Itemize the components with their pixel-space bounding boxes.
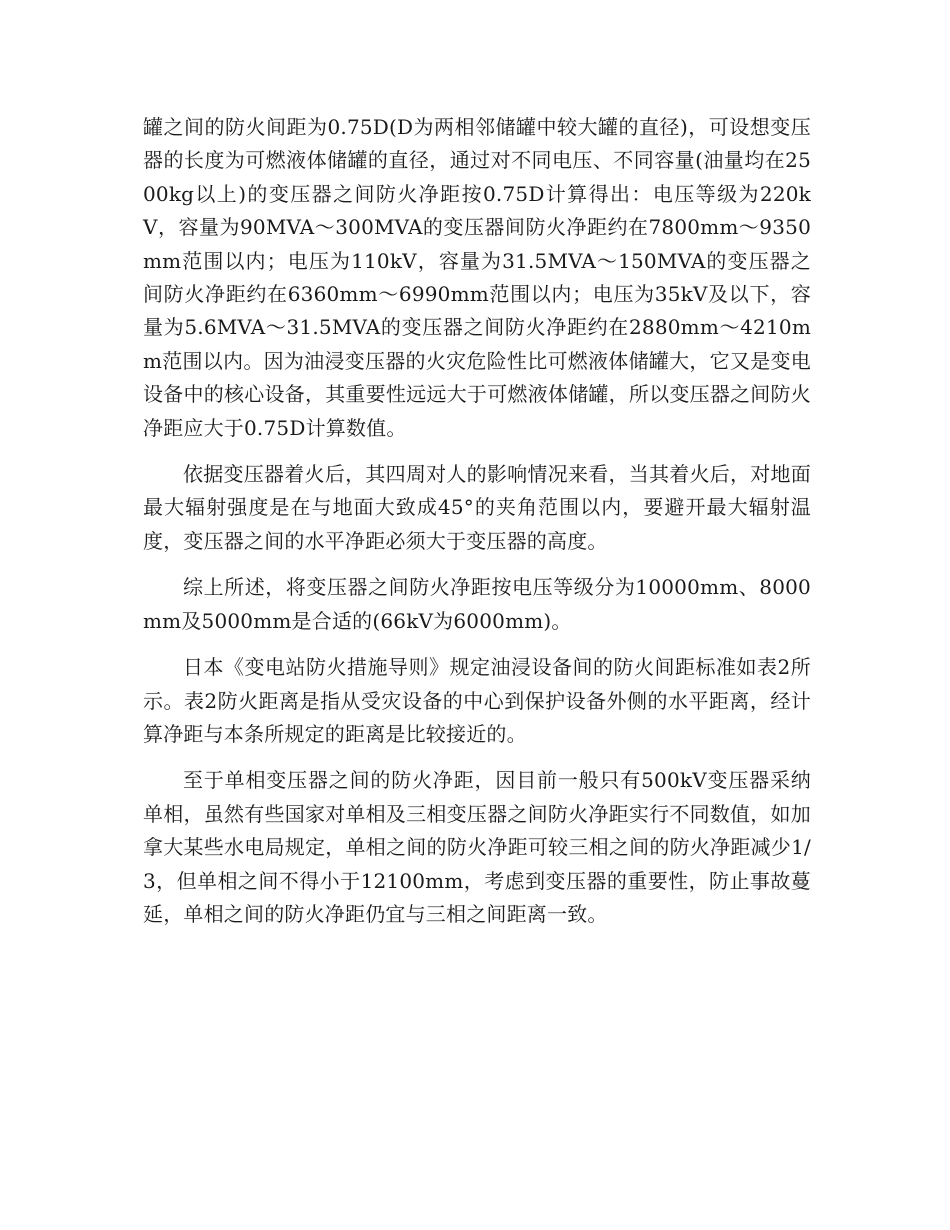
- document-body: [143, 111, 811, 931]
- paragraph-5: 至于单相变压器之间的防火净距，因目前一般只有500kV变压器采纳单相，虽然有些国家对单相及三相变压器之间防火净距实行不同数值，如加拿大某些水电局规定，单相之间的防火净距可较三相之间的防火净距减少1/3，但单相之间不得小于12100mm，考虑到变压器的重要性，防止事故蔓延，单相之间的防火净距仍宜与三相之间距离一致。: [143, 768, 811, 926]
- paragraph-4: 日本《变电站防火措施导则》规定油浸设备间的防火间距标准如表2所示。表2防火距离是指从受灾设备的中心到保护设备外侧的水平距离，经计算净距与本条所规定的距离是比较接近的。: [143, 655, 811, 746]
- paragraph-3: 综上所述，将变压器之间防火净距按电压等级分为10000mm、8000mm及5000mm是合适的(66kV为6000mm)。: [143, 575, 811, 633]
- paragraph-1: 罐之间的防火间距为0.75D(D为两相邻储罐中较大罐的直径)，可设想变压器的长度为可燃液体储罐的直径，通过对不同电压、不同容量(油量均在2500kg以上)的变压器之间防火净距按0.75D计算得出：电压等级为220kV，容量为90MVA～300MVA的变压器间防火净距约在7800mm～9350mm范围以内；电压为110kV，容量为31.5MVA～150MVA的变压器之间防火净距约在6360mm～6990mm范围以内；电压为35kV及以下，容量为5.6MVA～31.5MVA的变压器之间防火净距约在2880mm～4210mm范围以内。因为油浸变压器的火灾危险性比可燃液体储罐大，它又是变电设备中的核心设备，其重要性远远大于可燃液体储罐，所以变压器之间防火净距应大于0.75D计算数值。: [143, 115, 811, 440]
- paragraph-2: 依据变压器着火后，其四周对人的影响情况来看，当其着火后，对地面最大辐射强度是在与地面大致成45°的夹角范围以内，要避开最大辐射温度，变压器之间的水平净距必须大于变压器的高度。: [143, 462, 811, 553]
